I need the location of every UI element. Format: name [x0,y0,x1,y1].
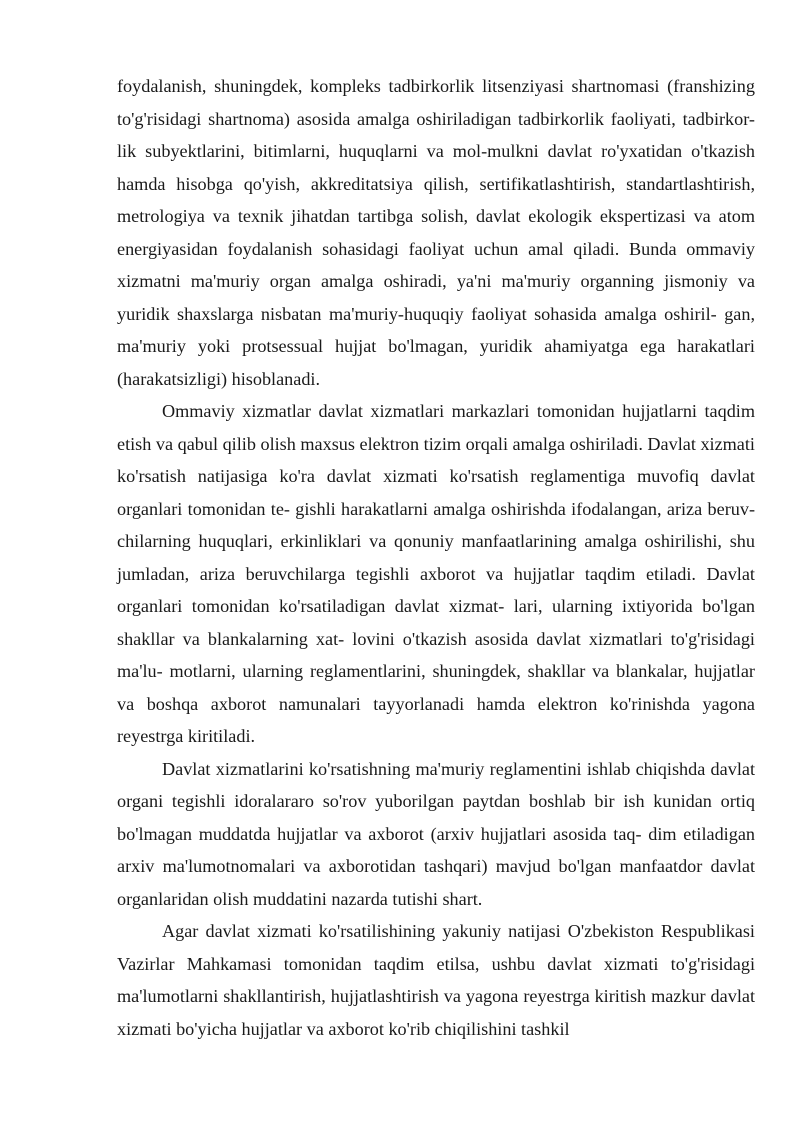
document-body [117,70,755,1045]
paragraph-1: foydalanish, shuningdek, kompleks tadbirkorlik litsenziyasi shartnomasi (franshizing to'g'risidagi shartnoma) asosida amalga oshiriladigan tadbirkorlik faoliyati, tadbirkor- lik subyektlarini, bitimlarni, huquqlarni va mol-mulkni davlat ro'yxatidan o'tkazish hamda hisobga qo'yish, akkreditatsiya qilish, sertifikatlashtirish, standartlashtirish, metrologiya va texnik jihatdan tartibga solish, davlat ekologik ekspertizasi va atom energiyasidan foydalanish sohasidagi faoliyat uchun amal qiladi. Bunda ommaviy xizmatni ma'muriy organ amalga oshiradi, ya'ni ma'muriy organning jismoniy va yuridik shaxslarga nisbatan ma'muriy-huquqiy faoliyat sohasida amalga oshiril- gan, ma'muriy yoki protsessual hujjat bo'lmagan, yuridik ahamiyatga ega harakatlari (harakatsizligi) hisoblanadi. [117,76,755,389]
paragraph-4: Agar davlat xizmati ko'rsatilishining yakuniy natijasi O'zbekiston Respublikasi Vazirlar Mahkamasi tomonidan taqdim etilsa, ushbu davlat xizmati to'g'risidagi ma'lumotlarni shakllantirish, hujjatlashtirish va yagona reyestrga kiritish mazkur davlat xizmati bo'yicha hujjatlar va axborot ko'rib chiqilishini tashkil [117,921,755,1039]
paragraph-2: Ommaviy xizmatlar davlat xizmatlari markazlari tomonidan hujjatlarni taqdim etish va qabul qilib olish maxsus elektron tizim orqali amalga oshiriladi. Davlat xizmati ko'rsatish natijasiga ko'ra davlat xizmati ko'rsatish reglamentiga muvofiq davlat organlari tomonidan te- gishli harakatlarni amalga oshirishda ifodalangan, ariza beruv- chilarning huquqlari, erkinliklari va qonuniy manfaatlarining amalga oshirilishi, shu jumladan, ariza beruvchilarga tegishli axborot va hujjatlar taqdim etiladi. Davlat organlari tomonidan ko'rsatiladigan davlat xizmat- lari, ularning ixtiyorida bo'lgan shakllar va blankalarning xat- lovini o'tkazish asosida davlat xizmatlari to'g'risidagi ma'lu- motlarni, ularning reglamentlarini, shuningdek, shakllar va blankalar, hujjatlar va boshqa axborot namunalari tayyorlanadi hamda elektron ko'rinishda yagona reyestrga kiritiladi. [117,401,755,746]
paragraph-3: Davlat xizmatlarini ko'rsatishning ma'muriy reglamentini ishlab chiqishda davlat organi tegishli idoralararo so'rov yuborilgan paytdan boshlab bir ish kunidan ortiq bo'lmagan muddatda hujjatlar va axborot (arxiv hujjatlari asosida taq- dim etiladigan arxiv ma'lumotnomalari va axborotidan tashqari) mavjud bo'lgan manfaatdor davlat organlaridan olish muddatini nazarda tutishi shart. [117,758,755,909]
